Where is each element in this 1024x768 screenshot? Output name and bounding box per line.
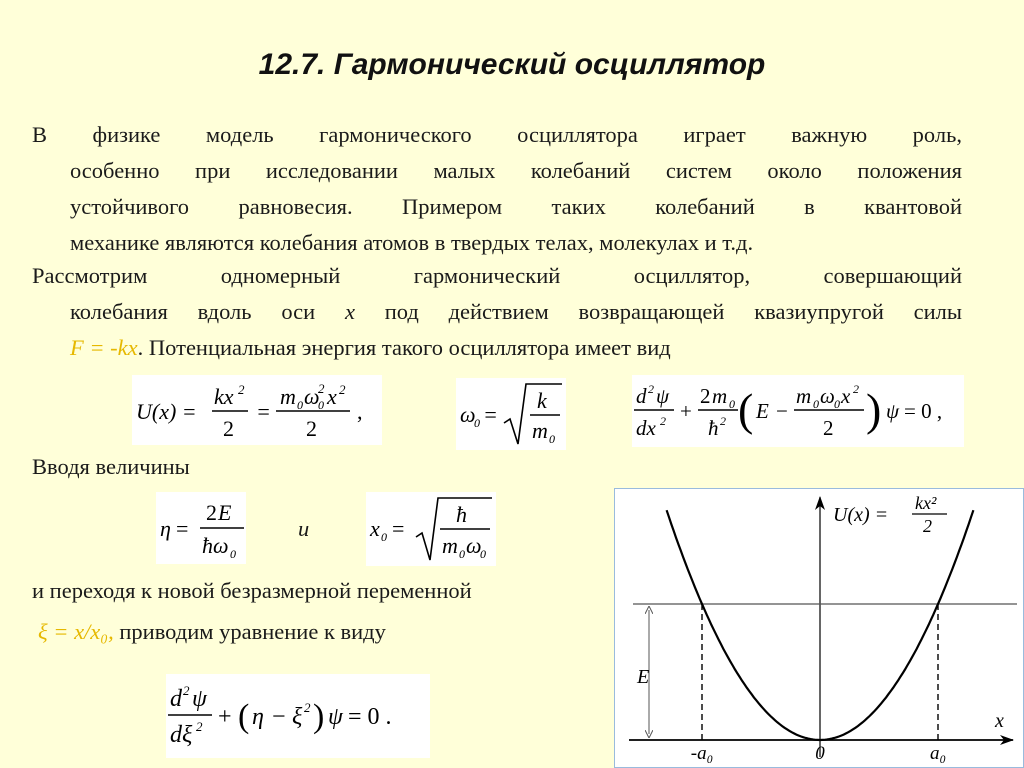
tick-label-minus-a0: -a₀ — [690, 743, 714, 764]
oscillator-line-3-text: . Потенциальная энергия такого осциллятора имеет вид — [137, 335, 671, 360]
svg-text:0: 0 — [381, 530, 387, 544]
svg-text:kx: kx — [214, 384, 234, 409]
x0-formula-svg — [366, 492, 496, 566]
x-variable: x — [344, 299, 355, 324]
svg-text:ħ: ħ — [708, 416, 719, 440]
oscillator-line-1: Рассмотрим одномерный гармонический осциллятор, совершающий — [32, 263, 962, 288]
transition-text: и переходя к новой безразмерной переменной — [32, 578, 472, 603]
svg-text:0: 0 — [230, 547, 236, 561]
potential-energy-formula — [132, 375, 382, 445]
svg-text:m: m — [280, 384, 296, 409]
schrodinger-formula-svg — [632, 375, 964, 447]
svg-text:−: − — [776, 399, 788, 423]
svg-text:(: ( — [238, 698, 250, 735]
svg-text:ψ: ψ — [192, 686, 207, 712]
svg-text:ψ: ψ — [886, 399, 900, 423]
svg-text:,: , — [357, 399, 363, 424]
xi-definition: ξ = x/x₀, — [38, 619, 114, 644]
svg-text:2: 2 — [223, 416, 234, 441]
svg-text:2: 2 — [339, 382, 346, 397]
svg-text:2: 2 — [700, 384, 711, 408]
potential-formula-svg — [132, 375, 382, 445]
intro-line-4: механике являются колебания атомов в твердых телах, молекулах и т.д. — [70, 230, 754, 255]
svg-text:0: 0 — [549, 432, 555, 446]
energy-label: E — [637, 666, 650, 688]
svg-text:m: m — [442, 533, 458, 558]
omega-formula — [456, 378, 566, 450]
svg-text:(: ( — [738, 384, 754, 435]
svg-text:−: − — [272, 704, 286, 730]
intro-line-3: устойчивого равновесия. Примером таких колебаний в квантовой — [70, 194, 962, 219]
svg-text:0: 0 — [480, 547, 486, 561]
svg-text:ω: ω — [820, 384, 835, 408]
svg-text:ħω: ħω — [202, 533, 229, 558]
svg-text:x: x — [327, 384, 337, 409]
svg-text:2: 2 — [196, 719, 203, 734]
svg-text:= 0 ,: = 0 , — [904, 399, 943, 423]
final-formula-svg — [166, 674, 430, 758]
tick-label-a0: a₀ — [929, 743, 947, 764]
intro-line-1: В физике модель гармонического осциллятора играет важную роль, — [32, 122, 962, 147]
svg-text:dξ: dξ — [170, 722, 193, 748]
svg-text:ω: ω — [460, 402, 476, 427]
svg-text:0: 0 — [318, 398, 324, 412]
and-word: и — [298, 516, 310, 541]
svg-text:=: = — [392, 516, 405, 541]
svg-text:x: x — [841, 384, 851, 408]
svg-text:ψ: ψ — [328, 704, 343, 730]
svg-text:m: m — [796, 384, 812, 408]
svg-text:2: 2 — [206, 500, 217, 525]
chart-title-denominator: 2 — [923, 516, 932, 536]
svg-text:ψ: ψ — [656, 384, 670, 408]
svg-text:=: = — [483, 402, 498, 427]
final-equation — [166, 674, 430, 758]
xi-definition-line — [38, 619, 386, 645]
svg-text:k: k — [537, 388, 547, 413]
tick-label-zero: 0 — [815, 743, 825, 764]
svg-text:0: 0 — [834, 397, 840, 411]
svg-text:2: 2 — [853, 382, 859, 396]
potential-chart-svg — [615, 489, 1023, 767]
svg-text:2: 2 — [660, 414, 666, 428]
svg-text:+: + — [680, 399, 692, 423]
svg-text:= 0 .: = 0 . — [348, 704, 392, 730]
svg-text:2: 2 — [318, 381, 325, 396]
oscillator-line-2b: под действием возвращающей квазиупругой силы — [354, 299, 963, 324]
svg-text:ω: ω — [466, 533, 482, 558]
svg-text:2: 2 — [648, 382, 654, 396]
svg-text:d: d — [170, 686, 182, 712]
svg-text:2: 2 — [183, 683, 190, 698]
svg-text:ω: ω — [304, 384, 320, 409]
oscillator-paragraph — [32, 258, 962, 366]
svg-text:): ) — [313, 698, 325, 735]
svg-text:U(x) =: U(x) = — [136, 399, 197, 424]
x-axis-label: x — [995, 710, 1004, 732]
oscillator-line-2 — [32, 294, 962, 330]
svg-text:0: 0 — [813, 397, 819, 411]
intro-values-text: Вводя величины — [32, 454, 190, 479]
chart-title-text: U(x) = — [833, 504, 889, 526]
reduce-text: приводим уравнение к виду — [113, 619, 386, 644]
svg-text:x: x — [370, 516, 380, 541]
svg-text:dx: dx — [636, 416, 656, 440]
svg-text:): ) — [866, 384, 882, 435]
force-formula: F = -kx — [70, 335, 138, 360]
svg-text:0: 0 — [729, 397, 735, 411]
svg-text:2: 2 — [306, 416, 317, 441]
svg-text:=: = — [176, 516, 189, 541]
intro-paragraph — [32, 117, 962, 261]
eta-formula-svg — [156, 492, 246, 564]
x0-formula — [366, 492, 496, 566]
svg-text:+: + — [218, 704, 232, 730]
svg-text:E: E — [756, 399, 769, 423]
svg-text:2: 2 — [720, 414, 726, 428]
intro-line-2: особенно при исследовании малых колебаний систем около положения — [70, 158, 962, 183]
svg-text:0: 0 — [474, 416, 480, 430]
oscillator-line-2a: колебания вдоль оси — [70, 299, 345, 324]
slide-title: 12.7. Гармонический осциллятор — [258, 48, 766, 81]
svg-text:0: 0 — [459, 547, 465, 561]
svg-text:2: 2 — [304, 700, 311, 715]
potential-chart — [614, 488, 1024, 768]
svg-text:m: m — [532, 418, 548, 443]
svg-text:m: m — [712, 384, 728, 408]
svg-text:d: d — [636, 384, 647, 408]
eta-formula — [156, 492, 246, 564]
svg-text:2: 2 — [823, 416, 834, 440]
chart-title-numerator: kx² — [915, 493, 937, 513]
svg-text:E: E — [218, 500, 232, 525]
svg-text:2: 2 — [238, 382, 245, 397]
svg-text:ξ: ξ — [292, 704, 303, 730]
svg-text:ħ: ħ — [456, 502, 467, 527]
omega-formula-svg — [456, 378, 566, 450]
oscillator-line-3 — [32, 330, 962, 366]
svg-text:0: 0 — [297, 398, 303, 412]
svg-text:η: η — [252, 704, 264, 730]
schrodinger-formula — [632, 375, 964, 447]
svg-text:=: = — [256, 399, 271, 424]
svg-text:η: η — [160, 516, 171, 541]
